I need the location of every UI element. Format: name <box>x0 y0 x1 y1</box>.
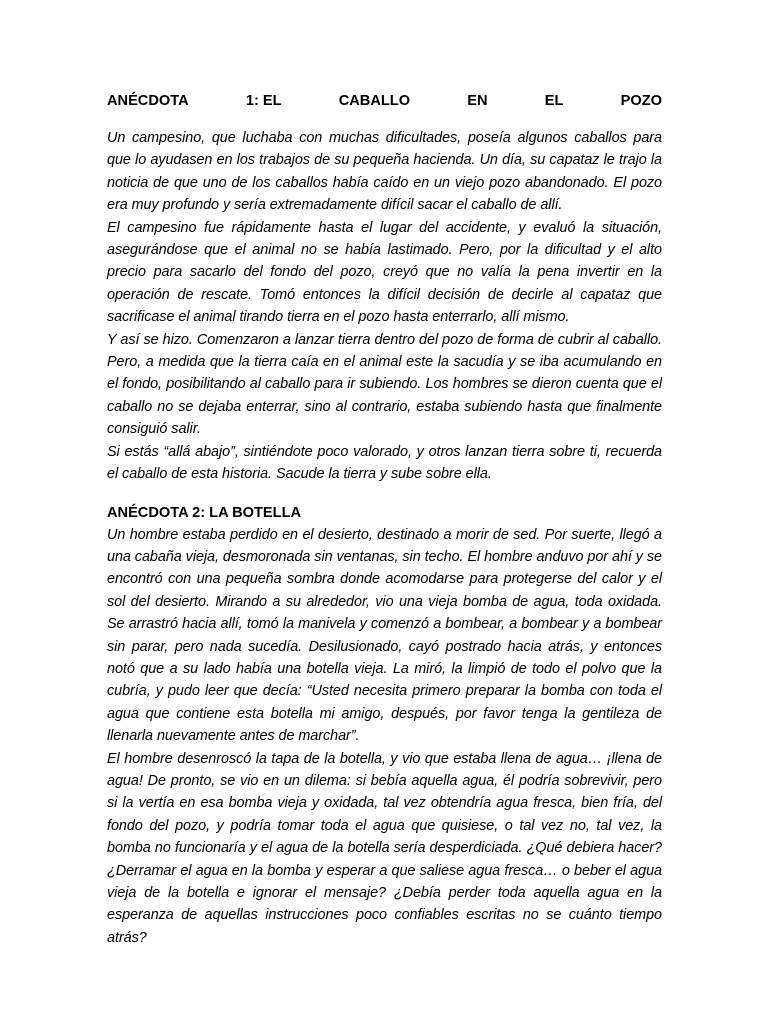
paragraph: El campesino fue rápidamente hasta el lugar del accidente, y evaluó la situación, asegurándose que el animal no se había lastimado. Pero, por la dificultad y el alto precio para sacarlo del fondo del pozo, creyó que no valía la pena invertir en la operación de rescate. Tomó entonces la difícil decisión de decirle al capataz que sacrificase el animal tirando tierra en el pozo hasta enterrarlo, allí mismo. <box>107 219 662 326</box>
section1-body <box>107 127 662 486</box>
heading-word: 1: EL <box>245 93 282 109</box>
paragraph: El hombre desenroscó la tapa de la botella, y vio que estaba llena de agua… ¡llena de agua! De pronto, se vio en un dilema: si bebía aquella agua, él podría sobrevivir, pero si la vertía en esa bomba vieja y oxidada, tal vez obtendría agua fresca, bien fría, del fondo del pozo, y podría tomar toda el agua que quisiese, o tal vez no, tal vez, la bomba no funcionaría y el agua de la botella sería desperdiciada. ¿Qué debiera hacer? ¿Derramar el agua en la bomba y esperar a que saliese agua fresca… o beber el agua vieja de la botella e ignorar el mensaje? ¿Debía perder toda aquella agua en la esperanza de aquellas instrucciones poco confiables escritas no se cuánto tiempo atrás? <box>107 750 662 946</box>
paragraph: Y así se hizo. Comenzaron a lanzar tierra dentro del pozo de forma de cubrir al caballo. Pero, a medida que la tierra caía en el animal este la sacudía y se iba acumulando en el fondo, posibilitando al caballo para ir subiendo. Los hombres se dieron cuenta que el caballo no se dejaba enterrar, sino al contrario, estaba subiendo hasta que finalmente consiguió salir. <box>107 331 662 438</box>
heading-word: POZO <box>620 93 662 109</box>
heading-word: ANÉCDOTA <box>107 93 189 109</box>
document-page <box>107 92 662 949</box>
paragraph: Un campesino, que luchaba con muchas dificultades, poseía algunos caballos para que lo ayudasen en los trabajos de su pequeña hacienda. Un día, su capataz le trajo la noticia de que uno de los caballos había caído en un viejo pozo abandonado. El pozo era muy profundo y sería extremadamente difícil sacar el caballo de allí. <box>107 130 662 214</box>
paragraph: Si estás “allá abajo”, sintiéndote poco valorado, y otros lanzan tierra sobre ti, recuerda el caballo de esta historia. Sacude la tierra y sube sobre ella. <box>107 443 662 483</box>
heading-word: CABALLO <box>338 93 411 109</box>
section2-heading: ANÉCDOTA 2: LA BOTELLA <box>107 504 302 521</box>
paragraph: Un hombre estaba perdido en el desierto, destinado a morir de sed. Por suerte, llegó a una cabaña vieja, desmoronada sin ventanas, sin techo. El hombre anduvo por ahí y se encontró con una pequeña sombra donde acomodarse para protegerse del calor y el sol del desierto. Mirando a su alrededor, vio una vieja bomba de agua, toda oxidada. Se arrastró hacia allí, tomó la manivela y comenzó a bombear, a bombear y a bombear sin parar, pero nada sucedía. Desilusionado, cayó postrado hacia atrás, y entonces notó que a su lado había una botella vieja. La miró, la limpió de todo el polvo que la cubría, y pudo leer que decía: “Usted necesita primero preparar la bomba con toda el agua que contiene esta botella mi amigo, después, por favor tenga la gentileza de llenarla nuevamente antes de marchar”. <box>107 526 662 745</box>
section1-heading <box>107 92 662 110</box>
section2-body <box>107 524 662 950</box>
heading-word: EN <box>467 93 488 109</box>
heading-word: EL <box>544 93 564 109</box>
